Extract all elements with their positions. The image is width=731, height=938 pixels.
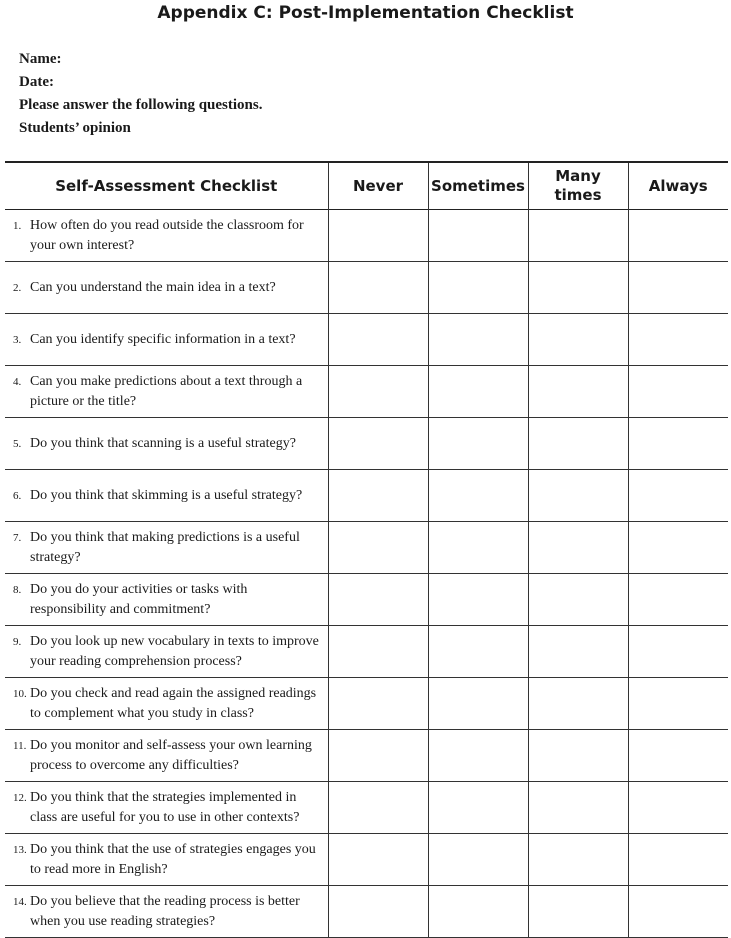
- answer-cell-many-times[interactable]: [528, 314, 628, 366]
- answer-cell-sometimes[interactable]: [428, 314, 528, 366]
- question-number: 4.: [13, 375, 22, 388]
- answer-cell-never[interactable]: [328, 314, 428, 366]
- answer-cell-sometimes[interactable]: [428, 574, 528, 626]
- question-cell: [5, 262, 328, 314]
- answer-cell-always[interactable]: [628, 366, 728, 418]
- question-cell: [5, 626, 328, 678]
- question-text: Do you think that the use of strategies engages you to read more in English?: [30, 841, 316, 877]
- answer-cell-never[interactable]: [328, 574, 428, 626]
- question-number: 9.: [13, 635, 22, 648]
- answer-cell-sometimes[interactable]: [428, 418, 528, 470]
- answer-cell-always[interactable]: [628, 678, 728, 730]
- checklist-table: [5, 161, 728, 938]
- table-row: [5, 834, 728, 886]
- question-number: 8.: [13, 583, 22, 596]
- answer-cell-always[interactable]: [628, 522, 728, 574]
- answer-cell-always[interactable]: [628, 210, 728, 262]
- answer-cell-always[interactable]: [628, 886, 728, 938]
- answer-cell-many-times[interactable]: [528, 574, 628, 626]
- table-row: [5, 678, 728, 730]
- answer-cell-sometimes[interactable]: [428, 730, 528, 782]
- table-row: [5, 522, 728, 574]
- answer-cell-sometimes[interactable]: [428, 678, 528, 730]
- table-row: [5, 574, 728, 626]
- question-number: 1.: [13, 219, 22, 232]
- answer-cell-always[interactable]: [628, 574, 728, 626]
- instructions: Please answer the following questions.: [19, 97, 263, 113]
- header-checklist: Self-Assessment Checklist: [55, 176, 278, 195]
- question-number: 6.: [13, 489, 22, 502]
- answer-cell-never[interactable]: [328, 626, 428, 678]
- question-number: 10.: [13, 687, 27, 700]
- question-cell: [5, 522, 328, 574]
- answer-cell-never[interactable]: [328, 262, 428, 314]
- answer-cell-never[interactable]: [328, 730, 428, 782]
- question-text: Do you do your activities or tasks with responsibility and commitment?: [30, 581, 248, 617]
- question-text: Do you think that making predictions is a useful strategy?: [30, 529, 300, 565]
- answer-cell-many-times[interactable]: [528, 210, 628, 262]
- question-cell: [5, 574, 328, 626]
- answer-cell-many-times[interactable]: [528, 834, 628, 886]
- table-row: [5, 470, 728, 522]
- question-cell: [5, 886, 328, 938]
- answer-cell-never[interactable]: [328, 210, 428, 262]
- header-many-times-label: Many times: [554, 167, 602, 204]
- answer-cell-sometimes[interactable]: [428, 366, 528, 418]
- question-text: Do you think that the strategies implemented in class are useful for you to use in other contexts?: [30, 789, 300, 825]
- answer-cell-never[interactable]: [328, 886, 428, 938]
- name-label: Name:: [19, 51, 62, 67]
- header-row: [5, 162, 728, 210]
- question-text: Do you think that scanning is a useful strategy?: [30, 435, 296, 451]
- table-row: [5, 782, 728, 834]
- question-text: Do you think that skimming is a useful strategy?: [30, 487, 303, 503]
- header-never: Never: [328, 162, 428, 210]
- answer-cell-many-times[interactable]: [528, 522, 628, 574]
- table-row: [5, 314, 728, 366]
- question-cell: [5, 730, 328, 782]
- answer-cell-always[interactable]: [628, 626, 728, 678]
- answer-cell-many-times[interactable]: [528, 366, 628, 418]
- answer-cell-always[interactable]: [628, 782, 728, 834]
- answer-cell-always[interactable]: [628, 730, 728, 782]
- question-text: Can you understand the main idea in a text?: [30, 279, 276, 295]
- answer-cell-many-times[interactable]: [528, 262, 628, 314]
- answer-cell-many-times[interactable]: [528, 886, 628, 938]
- answer-cell-always[interactable]: [628, 418, 728, 470]
- question-text: Do you believe that the reading process is better when you use reading strategies?: [30, 893, 300, 929]
- question-number: 11.: [13, 739, 27, 752]
- question-text: Can you identify specific information in a text?: [30, 331, 296, 347]
- question-text: Do you check and read again the assigned readings to complement what you study in class?: [30, 685, 317, 721]
- page-title: Appendix C: Post-Implementation Checklist: [157, 3, 574, 23]
- question-cell: [5, 782, 328, 834]
- question-text: Do you monitor and self-assess your own learning process to overcome any difficulties?: [30, 737, 312, 773]
- answer-cell-sometimes[interactable]: [428, 522, 528, 574]
- answer-cell-never[interactable]: [328, 782, 428, 834]
- date-label: Date:: [19, 74, 54, 90]
- answer-cell-sometimes[interactable]: [428, 782, 528, 834]
- table-row: [5, 626, 728, 678]
- answer-cell-never[interactable]: [328, 834, 428, 886]
- question-number: 12.: [13, 791, 27, 804]
- answer-cell-many-times[interactable]: [528, 782, 628, 834]
- question-text: Can you make predictions about a text through a picture or the title?: [30, 373, 303, 409]
- header-always: Always: [628, 162, 728, 210]
- table-row: [5, 418, 728, 470]
- question-cell: [5, 418, 328, 470]
- question-number: 13.: [13, 843, 27, 856]
- answer-cell-never[interactable]: [328, 522, 428, 574]
- answer-cell-many-times[interactable]: [528, 730, 628, 782]
- question-number: 5.: [13, 437, 22, 450]
- question-cell: [5, 834, 328, 886]
- answer-cell-sometimes[interactable]: [428, 262, 528, 314]
- answer-cell-sometimes[interactable]: [428, 470, 528, 522]
- subtitle: Students’ opinion: [19, 120, 131, 136]
- table-row: [5, 262, 728, 314]
- answer-cell-always[interactable]: [628, 262, 728, 314]
- answer-cell-sometimes[interactable]: [428, 886, 528, 938]
- table-row: [5, 886, 728, 938]
- answer-cell-never[interactable]: [328, 418, 428, 470]
- answer-cell-always[interactable]: [628, 470, 728, 522]
- question-cell: [5, 210, 328, 262]
- answer-cell-sometimes[interactable]: [428, 834, 528, 886]
- question-number: 14.: [13, 895, 27, 908]
- header-sometimes: Sometimes: [428, 162, 528, 210]
- answer-cell-sometimes[interactable]: [428, 626, 528, 678]
- question-text: Do you look up new vocabulary in texts to improve your reading comprehension process?: [30, 633, 319, 669]
- question-cell: [5, 314, 328, 366]
- answer-cell-always[interactable]: [628, 834, 728, 886]
- answer-cell-sometimes[interactable]: [428, 210, 528, 262]
- table-row: [5, 730, 728, 782]
- answer-cell-always[interactable]: [628, 314, 728, 366]
- form-header: [19, 48, 262, 140]
- answer-cell-many-times[interactable]: [528, 678, 628, 730]
- question-text: How often do you read outside the classroom for your own interest?: [30, 217, 304, 253]
- answer-cell-many-times[interactable]: [528, 626, 628, 678]
- table-row: [5, 366, 728, 418]
- question-cell: [5, 470, 328, 522]
- question-number: 7.: [13, 531, 22, 544]
- answer-cell-never[interactable]: [328, 366, 428, 418]
- answer-cell-many-times[interactable]: [528, 418, 628, 470]
- answer-cell-never[interactable]: [328, 678, 428, 730]
- table-row: [5, 210, 728, 262]
- question-cell: [5, 678, 328, 730]
- question-number: 3.: [13, 333, 22, 346]
- question-cell: [5, 366, 328, 418]
- answer-cell-many-times[interactable]: [528, 470, 628, 522]
- answer-cell-never[interactable]: [328, 470, 428, 522]
- header-many-times: [528, 162, 628, 210]
- question-number: 2.: [13, 281, 22, 294]
